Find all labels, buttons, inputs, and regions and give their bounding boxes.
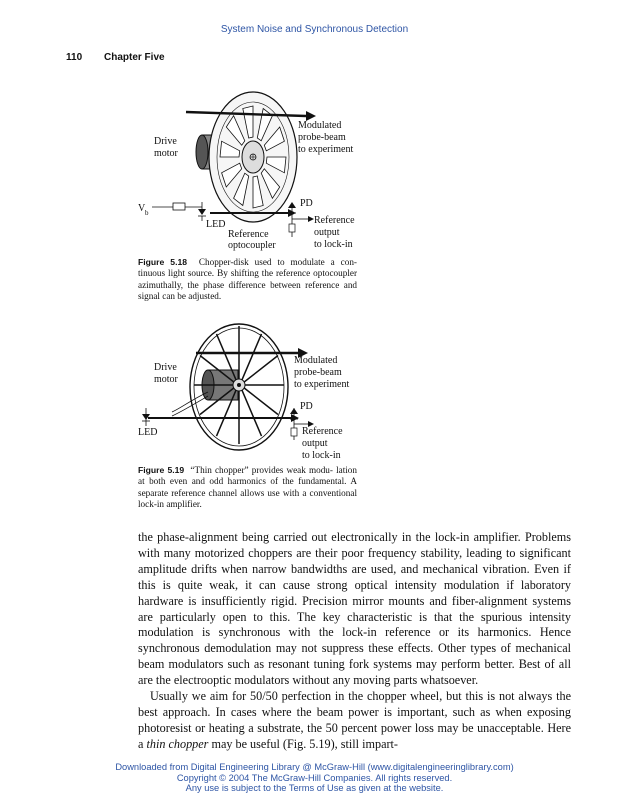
label-ref-coupler-1: Reference — [228, 229, 269, 240]
label-ref-output-3: to lock-in — [302, 450, 341, 461]
label-drive-motor-1: Drive — [154, 362, 177, 373]
label-ref-output-1: Reference — [314, 215, 355, 226]
page-footer — [0, 762, 629, 794]
label-modulated-1: Modulated — [294, 355, 338, 366]
body-text — [138, 530, 571, 753]
chopper-disk-diagram — [136, 80, 376, 255]
footer-terms-line: Any use is subject to the Terms of Use as given at the website. — [185, 783, 444, 793]
page-number: 110 — [66, 52, 83, 63]
running-head: System Noise and Synchronous Detection — [220, 24, 409, 35]
paragraph-2: Usually we aim for 50/50 perfection in the chopper wheel, but this is not always the best approach. In cases where the beam power is important, such as when exposing photoresist or heating a substrate, the 50 percent power loss may be unacceptable. Here a thin chopper may be useful (Fig. 5.19), still impart- — [138, 689, 571, 751]
figure-5-19-diagram — [136, 322, 376, 467]
footer-download-line[interactable]: Downloaded from Digital Engineering Library @ McGraw-Hill (www.digitalengineeringlibrary.com) — [115, 762, 514, 772]
label-ref-output-3: to lock-in — [314, 239, 353, 250]
label-ref-output-2: output — [314, 227, 340, 238]
label-drive-motor-2: motor — [154, 374, 178, 385]
thin-chopper-diagram — [136, 322, 376, 462]
chopper-spoke — [242, 390, 262, 436]
figure-5-19-caption: Figure 5.19 “Thin chopper” provides weak modu- lation at both even and odd harmonics of the fundamental. A separate reference channel allows use with a conventional lock-in amplifier. — [138, 465, 358, 509]
chopper-spoke — [242, 334, 262, 380]
thin-chopper-term: thin chopper — [146, 736, 209, 751]
label-modulated-2: probe-beam — [298, 132, 346, 143]
figure-5-18-label: Figure 5.18 — [138, 257, 188, 267]
chapter-title: Chapter Five — [104, 52, 165, 63]
label-modulated-3: to experiment — [298, 144, 354, 155]
label-pd: PD — [300, 198, 313, 209]
label-modulated-1: Modulated — [298, 120, 342, 131]
label-ref-output-1: Reference — [302, 426, 343, 437]
label-ref-output-2: output — [302, 438, 328, 449]
label-led: LED — [206, 219, 226, 230]
figure-5-18-caption: Figure 5.18 Chopper-disk used to modulate a con- tinuous light source. By shifting the reference optocoupler azimuthally, the phase difference between reference and signal can be adjusted. — [138, 257, 358, 301]
label-drive-motor-2: motor — [154, 148, 178, 159]
figure-5-19-label: Figure 5.19 — [138, 465, 185, 475]
figure-5-18-diagram — [136, 80, 376, 260]
label-vb-sub: b — [145, 209, 149, 217]
footer-copyright-line: Copyright © 2004 The McGraw-Hill Companies. All rights reserved. — [176, 772, 453, 783]
paragraph-1: the phase-alignment being carried out electronically in the lock-in amplifier. Problems with many motorized choppers are their poor frequency stability, leading to significant amplitude drifts when narrow bandwidths are used, and mechanical vibration. Even if this is quite weak, it can cause strong optical intensity modulation if laboratory hardware is insufficiently rigid. Precision mirror mounts and fiber-alignment systems are particularly open to this. The key characteristic is that the spurious intensity modulation is synchronous with the lock-in reference or its harmonics. Hence synchronous demodulation may not suppress these effects. Other types of mechanical beam modulators such as resonant tuning fork systems may perform better. Best of all are the electrooptic modulators without any moving parts whatsoever. — [138, 530, 571, 688]
label-pd: PD — [300, 401, 313, 412]
label-ref-coupler-2: optocoupler — [228, 240, 276, 251]
chopper-spoke — [244, 356, 278, 383]
label-modulated-2: probe-beam — [294, 367, 342, 378]
label-led: LED — [138, 427, 158, 438]
label-vb: V — [138, 203, 146, 214]
label-modulated-3: to experiment — [294, 379, 350, 390]
label-drive-motor-1: Drive — [154, 136, 177, 147]
chopper-spoke — [244, 388, 278, 415]
